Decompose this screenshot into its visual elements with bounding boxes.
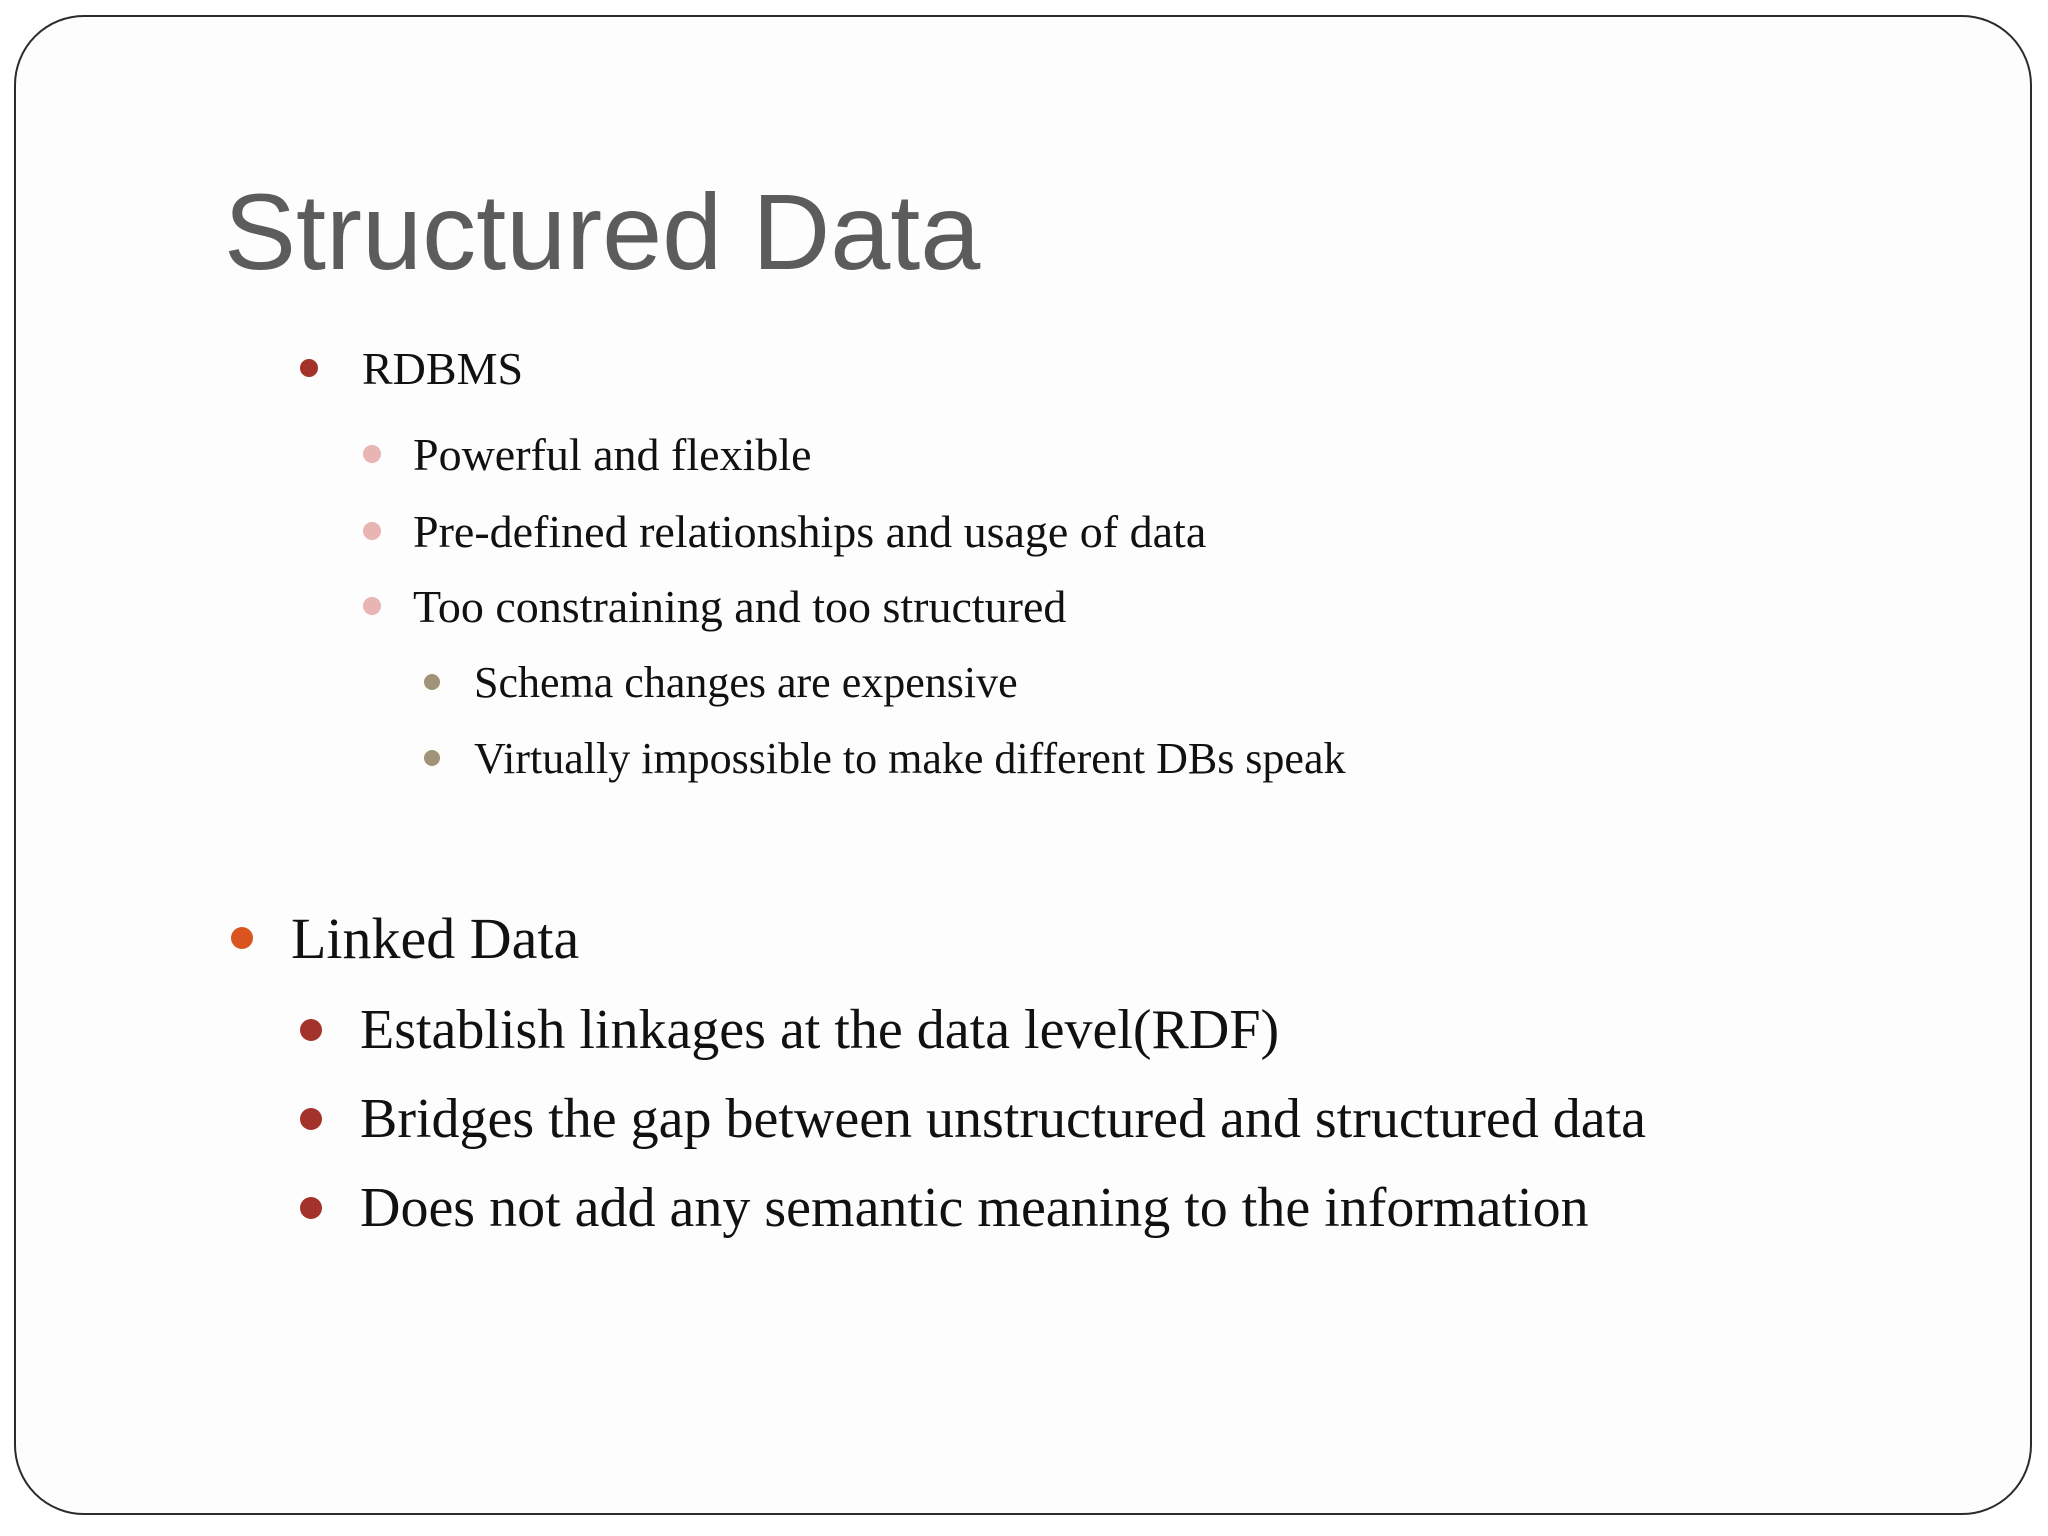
dark-red-dot-icon (300, 359, 318, 377)
dark-red-dot-icon (300, 1197, 322, 1219)
bullet-text: Virtually impossible to make different DBs speak (474, 733, 1346, 783)
pink-dot-icon (363, 597, 381, 615)
bullet-text: Bridges the gap between unstructured and structured data (360, 1088, 1647, 1150)
pink-dot-icon (363, 445, 381, 463)
bullet-text: Schema changes are expensive (474, 657, 1018, 707)
bullet-linked-data (231, 895, 579, 981)
sub-bullet-too-constraining (363, 571, 1066, 641)
orange-dot-icon (231, 927, 253, 949)
bullet-no-semantic-meaning (300, 1168, 1589, 1248)
bullet-text: Too constraining and too structured (413, 580, 1067, 632)
taupe-dot-icon (424, 674, 440, 690)
bullet-text: RDBMS (362, 342, 524, 394)
taupe-dot-icon (424, 750, 440, 766)
dark-red-dot-icon (300, 1019, 322, 1041)
sub-sub-bullet-schema-changes (424, 647, 1018, 717)
bullet-establish-linkages (300, 990, 1279, 1070)
bullet-text: Pre-defined relationships and usage of data (413, 505, 1207, 557)
sub-bullet-powerful-flexible (363, 419, 812, 489)
sub-bullet-predefined-relationships (363, 496, 1206, 566)
bullet-text: Linked Data (291, 905, 580, 971)
pink-dot-icon (363, 522, 381, 540)
dark-red-dot-icon (300, 1108, 322, 1130)
bullet-rdbms (300, 333, 523, 403)
bullet-text: Powerful and flexible (413, 428, 812, 480)
bullet-bridges-gap (300, 1079, 1646, 1159)
bullet-text: Establish linkages at the data level(RDF) (360, 999, 1280, 1061)
sub-sub-bullet-virtually-impossible (424, 723, 1346, 793)
bullet-text: Does not add any semantic meaning to the information (360, 1177, 1589, 1239)
slide-title: Structured Data (224, 171, 981, 292)
